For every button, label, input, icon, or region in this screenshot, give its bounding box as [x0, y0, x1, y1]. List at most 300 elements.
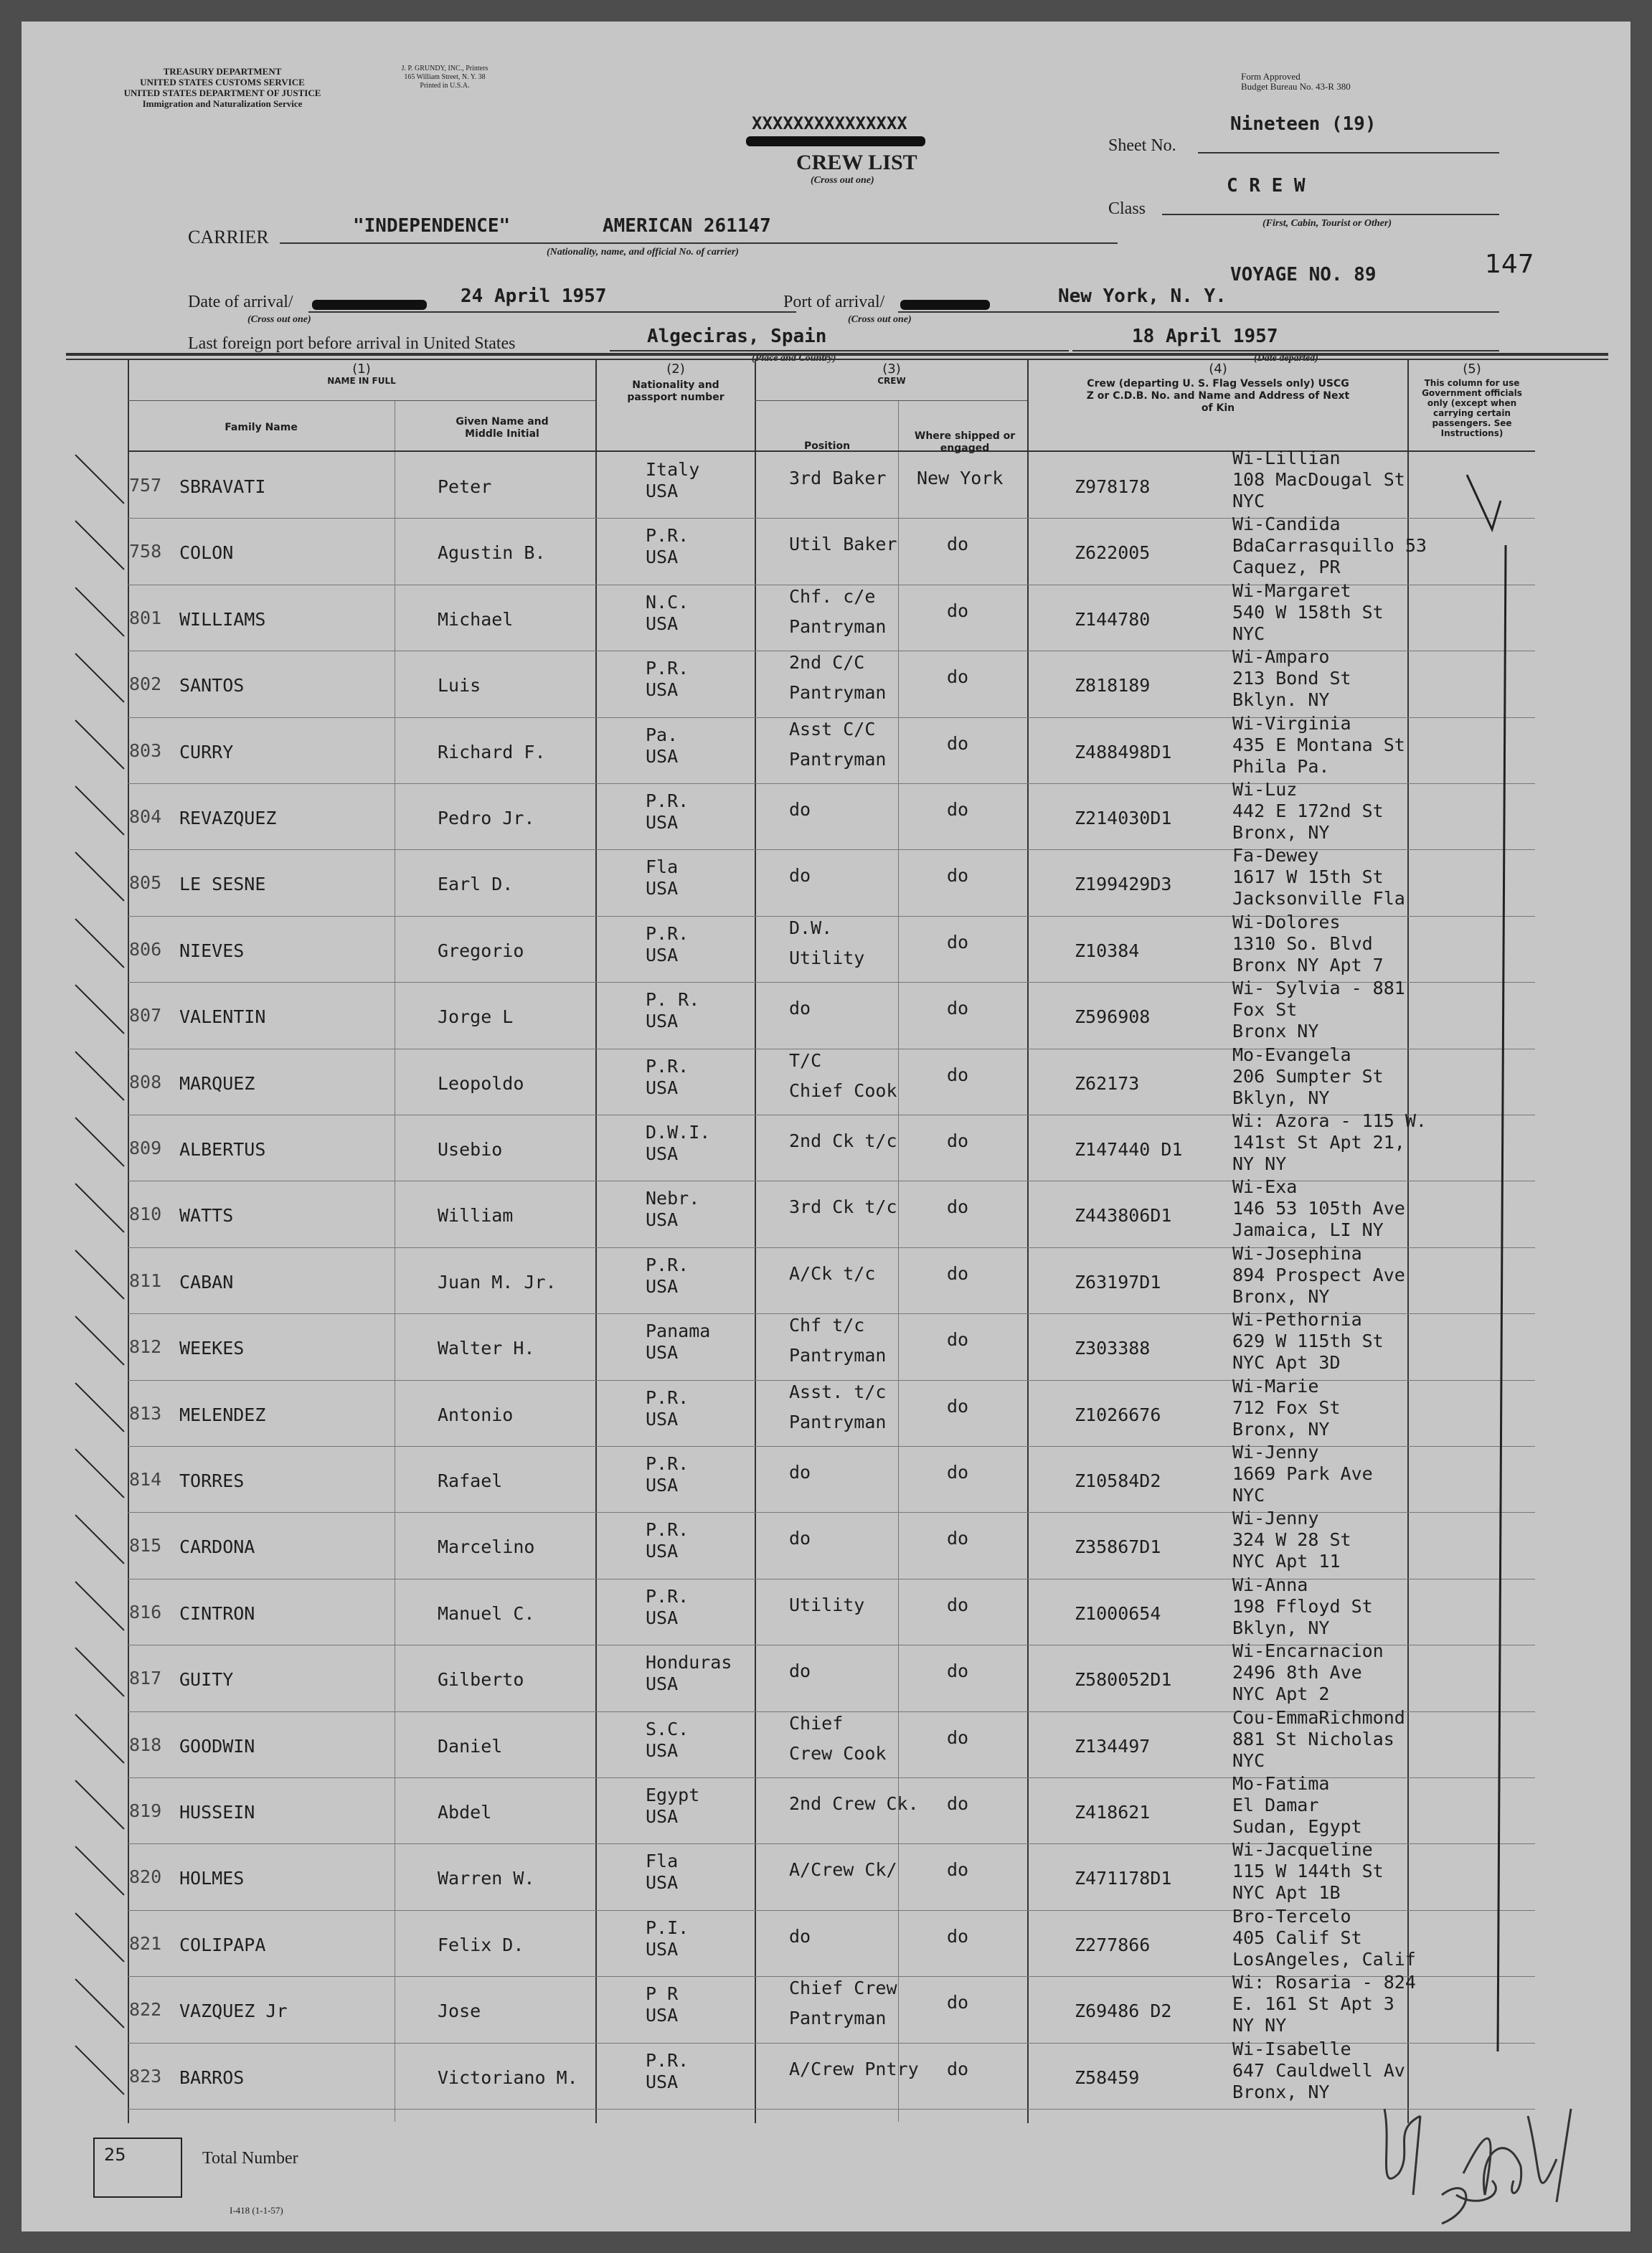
uscg-number: Z144780	[1075, 608, 1151, 630]
crew-list-document	[22, 22, 1630, 2231]
redaction-bar	[312, 300, 427, 310]
port-cross-note: (Cross out one)	[848, 314, 912, 325]
position: Pantryman	[789, 748, 887, 770]
next-of-kin: Wi-Marie	[1232, 1375, 1319, 1397]
crew-number: 821	[129, 1932, 162, 1954]
next-of-kin: 435 E Montana St	[1232, 734, 1405, 755]
next-of-kin: Bronx, NY	[1232, 2081, 1330, 2102]
uscg-number: Z1026676	[1075, 1404, 1161, 1425]
sheet-value: Nineteen (19)	[1230, 113, 1377, 135]
passport-country: USA	[646, 2071, 679, 2092]
family-name: GOODWIN	[179, 1735, 255, 1757]
crew-number: 802	[129, 674, 162, 695]
strike-mark	[75, 1051, 124, 1100]
position: Util Baker	[789, 534, 897, 555]
uscg-number: Z978178	[1075, 476, 1151, 497]
position: Crew Cook	[789, 1742, 887, 1764]
nationality: D.W.I.	[646, 1122, 711, 1143]
crew-number: 809	[129, 1138, 162, 1158]
next-of-kin: 442 E 172nd St	[1232, 800, 1384, 821]
next-of-kin: 213 Bond St	[1232, 668, 1351, 689]
next-of-kin: 1310 So. Blvd	[1232, 932, 1373, 954]
given-name: Michael	[438, 608, 514, 630]
next-of-kin: 405 Calif St	[1232, 1927, 1362, 1948]
next-of-kin: Sudan, Egypt	[1232, 1816, 1362, 1837]
uscg-number: Z58459	[1075, 2067, 1140, 2088]
carrier-line	[280, 242, 1118, 244]
where-engaged: do	[947, 600, 969, 621]
strike-mark	[75, 1382, 124, 1432]
uscg-number: Z134497	[1075, 1735, 1151, 1757]
col4-title: Crew (departing U. S. Flag Vessels only) USCG Z or C.D.B. No. and Name and Address of Next of Kin	[1086, 378, 1350, 414]
uscg-number: Z10384	[1075, 940, 1140, 961]
nationality: P.R.	[646, 1519, 689, 1541]
col-divider	[1027, 359, 1029, 2123]
uscg-number: Z303388	[1075, 1338, 1151, 1359]
next-of-kin: NY NY	[1232, 1153, 1287, 1174]
passport-country: USA	[646, 878, 679, 899]
where-engaged: do	[947, 1727, 969, 1748]
class-label: Class	[1108, 199, 1146, 218]
uscg-number: Z147440 D1	[1075, 1139, 1183, 1160]
header-sub-rule	[755, 400, 1027, 401]
given-name: Luis	[438, 675, 481, 696]
family-name: REVAZQUEZ	[179, 808, 277, 828]
given-name: Walter H.	[438, 1338, 535, 1359]
inspector-signature	[1370, 2087, 1628, 2231]
next-of-kin: 324 W 28 St	[1232, 1529, 1351, 1551]
departed-line	[1072, 350, 1499, 351]
given-name: Abdel	[438, 1802, 492, 1823]
family-name: TORRES	[179, 1470, 245, 1491]
next-of-kin: El Damar	[1232, 1795, 1319, 1815]
col2-heading	[597, 363, 755, 404]
nationality: P.R.	[646, 1585, 689, 1607]
strike-mark	[75, 1979, 124, 2028]
given-name: Marcelino	[438, 1536, 535, 1558]
crew-number: 803	[129, 740, 162, 761]
printer-line: J. P. GRUNDY, INC., Printers	[401, 65, 488, 72]
crew-number: 806	[129, 938, 162, 960]
nationality: P.R.	[646, 1254, 689, 1275]
next-of-kin: Jamaica, LI NY	[1232, 1219, 1384, 1241]
position: Chief Crew	[789, 1978, 897, 1999]
sheet-line	[1198, 152, 1499, 153]
uscg-number: Z443806D1	[1075, 1205, 1172, 1227]
next-of-kin: Bklyn. NY	[1232, 689, 1330, 711]
family-name-heading: Family Name	[225, 422, 298, 433]
page-number: 147	[1485, 250, 1534, 279]
dept-line: TREASURY DEPARTMENT	[163, 66, 282, 77]
strike-mark	[75, 1184, 124, 1233]
next-of-kin: 2496 8th Ave	[1232, 1662, 1362, 1683]
next-of-kin: Wi: Azora - 115 W.	[1232, 1110, 1427, 1131]
row-divider	[128, 1380, 1535, 1381]
strike-mark	[75, 985, 124, 1034]
given-name: Peter	[438, 476, 492, 497]
next-of-kin: Mo-Evangela	[1232, 1044, 1351, 1065]
nationality: P.R.	[646, 1387, 689, 1408]
col1-title: NAME IN FULL	[327, 376, 396, 386]
family-name: VALENTIN	[179, 1006, 266, 1028]
table-top-rule-2	[66, 359, 1608, 360]
position: Chief	[789, 1712, 844, 1734]
strike-mark	[75, 1648, 124, 1697]
position: do	[789, 865, 811, 887]
passport-country: USA	[646, 1475, 679, 1496]
crew-number: 815	[129, 1535, 162, 1557]
where-engaged-heading: Where shipped or engaged	[914, 430, 1016, 454]
passport-country: USA	[646, 1408, 679, 1430]
family-name: SBRAVATI	[179, 476, 266, 497]
nationality: Fla	[646, 1851, 679, 1872]
passport-country: USA	[646, 613, 679, 634]
crew-number: 812	[129, 1336, 162, 1358]
next-of-kin: NYC	[1232, 491, 1265, 511]
next-of-kin: Wi-Virginia	[1232, 712, 1351, 734]
printer-line: Printed in U.S.A.	[420, 82, 470, 90]
dept-line: UNITED STATES CUSTOMS SERVICE	[140, 77, 305, 88]
where-engaged: do	[947, 534, 969, 555]
nationality: Panama	[646, 1321, 711, 1342]
next-of-kin: NYC Apt 11	[1232, 1551, 1341, 1572]
class-note: (First, Cabin, Tourist or Other)	[1262, 218, 1392, 229]
family-name: LE SESNE	[179, 874, 266, 895]
strike-mark	[75, 1581, 124, 1630]
uscg-number: Z62173	[1075, 1072, 1140, 1094]
crew-number: 757	[129, 475, 162, 496]
strike-mark	[75, 852, 124, 902]
where-engaged: New York	[917, 468, 1004, 488]
next-of-kin: Wi-Margaret	[1232, 580, 1351, 601]
where-engaged: do	[947, 666, 969, 688]
official-check-mark	[1463, 466, 1521, 538]
given-name: Warren W.	[438, 1868, 535, 1889]
next-of-kin: Wi-Dolores	[1232, 911, 1341, 932]
next-of-kin: 146 53 105th Ave	[1232, 1198, 1405, 1219]
next-of-kin: 629 W 115th St	[1232, 1331, 1384, 1352]
row-divider	[128, 1446, 1535, 1447]
next-of-kin: LosAngeles, Calif	[1232, 1948, 1416, 1970]
position: do	[789, 1528, 811, 1549]
next-of-kin: Bronx NY Apt 7	[1232, 954, 1384, 976]
col2-title: Nationality and passport number	[627, 379, 724, 403]
uscg-number: Z214030D1	[1075, 808, 1172, 828]
position: Asst. t/c	[789, 1381, 887, 1402]
next-of-kin: 141st St Apt 21,	[1232, 1132, 1405, 1153]
given-name: Jose	[438, 2001, 481, 2022]
last-port-value: Algeciras, Spain	[647, 326, 827, 347]
family-name: MARQUEZ	[179, 1072, 255, 1094]
family-name: NIEVES	[179, 940, 245, 961]
nationality: P.I.	[646, 1917, 689, 1938]
total-number-label: Total Number	[202, 2149, 298, 2168]
carrier-label: CARRIER	[188, 227, 269, 247]
col3-number: (3)	[882, 362, 901, 377]
given-name: Gregorio	[438, 940, 524, 961]
col-divider	[1407, 359, 1409, 2123]
position: 3rd Baker	[789, 468, 887, 488]
col-divider	[595, 359, 597, 2123]
where-engaged: do	[947, 1262, 969, 1284]
passport-country: USA	[646, 2005, 679, 2026]
next-of-kin: 115 W 144th St	[1232, 1861, 1384, 1882]
crew-number: 819	[129, 1800, 162, 1821]
col3-title: CREW	[877, 376, 906, 386]
strike-mark	[75, 918, 124, 968]
crew-number: 818	[129, 1734, 162, 1755]
position-heading: Position	[803, 440, 851, 452]
voyage-number: VOYAGE NO. 89	[1230, 264, 1377, 285]
uscg-number: Z1000654	[1075, 1602, 1161, 1624]
family-name: GUITY	[179, 1669, 234, 1691]
given-name: William	[438, 1205, 514, 1227]
crew-number: 805	[129, 872, 162, 894]
next-of-kin: Bklyn, NY	[1232, 1087, 1330, 1108]
crew-number: 808	[129, 1071, 162, 1092]
uscg-number: Z199429D3	[1075, 874, 1172, 895]
date-label: Date of arrival/	[188, 293, 293, 311]
last-port-line	[610, 350, 1069, 351]
strike-mark	[75, 521, 124, 570]
crew-number: 801	[129, 607, 162, 628]
nationality: Egypt	[646, 1785, 700, 1805]
family-name: WATTS	[179, 1205, 234, 1227]
next-of-kin: Bronx, NY	[1232, 822, 1330, 843]
nationality: P R	[646, 1983, 679, 2005]
nationality: Honduras	[646, 1652, 732, 1673]
strike-mark	[75, 653, 124, 703]
next-of-kin: Wi-Josephina	[1232, 1242, 1362, 1264]
title-note: (Cross out one)	[811, 175, 874, 186]
document-title: CREW LIST	[796, 151, 917, 174]
given-name: Daniel	[438, 1735, 503, 1757]
where-engaged: do	[947, 1130, 969, 1151]
where-engaged: do	[947, 998, 969, 1019]
where-engaged: do	[947, 1462, 969, 1483]
position: Asst C/C	[789, 718, 876, 740]
where-engaged: do	[947, 1793, 969, 1814]
position: do	[789, 1661, 811, 1682]
date-value: 24 April 1957	[461, 285, 607, 307]
nationality: Pa.	[646, 724, 679, 745]
where-engaged: do	[947, 732, 969, 754]
crew-number: 804	[129, 806, 162, 827]
next-of-kin: 894 Prospect Ave	[1232, 1264, 1405, 1285]
position: 3rd Ck t/c	[789, 1196, 897, 1218]
where-engaged: do	[947, 1859, 969, 1881]
given-name-heading: Given Name and Middle Initial	[456, 416, 549, 440]
next-of-kin: Bronx NY	[1232, 1021, 1319, 1042]
position: Pantryman	[789, 1345, 887, 1366]
position: D.W.	[789, 917, 833, 938]
redaction-bar	[746, 136, 925, 146]
printer-line: 165 William Street, N. Y. 38	[404, 73, 486, 81]
passport-country: USA	[646, 1011, 679, 1032]
header-sub-rule	[128, 400, 595, 401]
next-of-kin: 647 Cauldwell Av	[1232, 2059, 1405, 2081]
row-divider	[128, 2109, 1535, 2110]
class-line	[1162, 214, 1499, 215]
passport-country: USA	[646, 1607, 679, 1628]
family-name: VAZQUEZ Jr	[179, 2001, 288, 2022]
carrier-note: (Nationality, name, and official No. of carrier)	[547, 247, 739, 258]
passport-country: USA	[646, 1673, 679, 1695]
col5-number: (5)	[1463, 362, 1481, 377]
family-name: CURRY	[179, 741, 234, 762]
next-of-kin: 198 Ffloyd St	[1232, 1595, 1373, 1617]
row-divider	[128, 1512, 1535, 1513]
passport-country: USA	[646, 679, 679, 701]
uscg-number: Z488498D1	[1075, 741, 1172, 762]
next-of-kin: Mo-Fatima	[1232, 1773, 1330, 1794]
col4-heading	[1029, 363, 1407, 415]
passport-country: USA	[646, 745, 679, 767]
next-of-kin: 1617 W 15th St	[1232, 866, 1384, 888]
uscg-number: Z35867D1	[1075, 1536, 1161, 1558]
next-of-kin: NYC Apt 3D	[1232, 1352, 1341, 1374]
next-of-kin: E. 161 St Apt 3	[1232, 1993, 1394, 2015]
position: A/Crew Ck/	[789, 1859, 897, 1881]
next-of-kin: NYC Apt 1B	[1232, 1882, 1341, 1904]
passport-country: USA	[646, 1275, 679, 1297]
passport-country: USA	[646, 1806, 679, 1827]
crew-number: 810	[129, 1204, 162, 1225]
strike-mark	[75, 1316, 124, 1366]
uscg-number: Z580052D1	[1075, 1669, 1172, 1691]
position: do	[789, 998, 811, 1019]
form-code: I-418 (1-1-57)	[230, 2205, 283, 2216]
next-of-kin: 206 Sumpter St	[1232, 1065, 1384, 1087]
total-number-value: 25	[104, 2145, 126, 2165]
position: A/Crew Pntry	[789, 2058, 919, 2079]
next-of-kin: Caquez, PR	[1232, 557, 1341, 578]
passport-country: USA	[646, 1938, 679, 1960]
next-of-kin: Fa-Dewey	[1232, 845, 1319, 866]
next-of-kin: Wi-Jenny	[1232, 1442, 1319, 1463]
next-of-kin: Wi-Lillian	[1232, 448, 1341, 468]
strike-mark	[75, 1714, 124, 1763]
passport-country: USA	[646, 481, 679, 501]
position: 2nd C/C	[789, 652, 865, 674]
next-of-kin: Wi-Anna	[1232, 1574, 1308, 1595]
family-name: WEEKES	[179, 1338, 245, 1359]
passport-country: USA	[646, 1143, 679, 1164]
passport-country: USA	[646, 1739, 679, 1761]
col-divider	[898, 400, 899, 2122]
uscg-number: Z471178D1	[1075, 1868, 1172, 1889]
crew-number: 823	[129, 2065, 162, 2087]
given-name: Usebio	[438, 1139, 503, 1160]
col2-number: (2)	[666, 362, 685, 377]
col5-heading	[1409, 363, 1535, 438]
nationality: Fla	[646, 856, 679, 878]
where-engaged: do	[947, 1661, 969, 1682]
next-of-kin: BdaCarrasquillo 53	[1232, 535, 1427, 557]
port-line	[898, 311, 1499, 313]
uscg-number: Z277866	[1075, 1934, 1151, 1955]
next-of-kin: Wi-Exa	[1232, 1176, 1298, 1198]
position: Pantryman	[789, 1411, 887, 1432]
family-name: WILLIAMS	[179, 608, 266, 630]
strike-mark	[75, 1250, 124, 1299]
uscg-number: Z818189	[1075, 675, 1151, 696]
position: Chf t/c	[789, 1315, 865, 1336]
carrier-nationality: AMERICAN 261147	[603, 215, 771, 237]
row-divider	[128, 783, 1535, 784]
nationality: P.R.	[646, 525, 689, 547]
given-name: Antonio	[438, 1404, 514, 1425]
given-name: Victoriano M.	[438, 2067, 578, 2088]
family-name: HUSSEIN	[179, 1802, 255, 1823]
position: 2nd Crew Ck.	[789, 1793, 919, 1814]
next-of-kin: Wi-Pethornia	[1232, 1309, 1362, 1331]
position: Pantryman	[789, 2008, 887, 2029]
position: Pantryman	[789, 615, 887, 637]
next-of-kin: NY NY	[1232, 2015, 1287, 2036]
where-engaged: do	[947, 1992, 969, 2013]
date-line	[308, 311, 796, 313]
strike-mark	[75, 719, 124, 769]
where-engaged: do	[947, 1528, 969, 1549]
where-engaged: do	[947, 931, 969, 953]
family-name: HOLMES	[179, 1868, 245, 1889]
dept-line: Immigration and Naturalization Service	[142, 98, 303, 109]
crew-number: 813	[129, 1402, 162, 1424]
position: Utility	[789, 947, 865, 968]
family-name: CARDONA	[179, 1536, 255, 1558]
strike-mark	[75, 1515, 124, 1564]
passport-country: USA	[646, 1077, 679, 1098]
uscg-number: Z63197D1	[1075, 1271, 1161, 1293]
where-engaged: do	[947, 1329, 969, 1351]
crew-number: 816	[129, 1601, 162, 1623]
family-name: CINTRON	[179, 1602, 255, 1624]
uscg-number: Z622005	[1075, 542, 1151, 564]
strike-mark	[75, 1912, 124, 1962]
given-name: Rafael	[438, 1470, 503, 1491]
family-name: COLIPAPA	[179, 1934, 266, 1955]
next-of-kin: Phila Pa.	[1232, 755, 1330, 777]
strike-mark	[75, 785, 124, 835]
table-top-rule	[66, 353, 1608, 356]
nationality: P.R.	[646, 658, 689, 679]
position: Chief Cook	[789, 1080, 897, 1101]
next-of-kin: Wi-Jenny	[1232, 1508, 1319, 1529]
col3-heading	[756, 363, 1027, 387]
next-of-kin: Wi-Amparo	[1232, 646, 1330, 668]
uscg-number: Z418621	[1075, 1802, 1151, 1823]
uscg-number: Z596908	[1075, 1006, 1151, 1028]
crew-number: 811	[129, 1270, 162, 1291]
row-divider	[128, 849, 1535, 850]
nationality: S.C.	[646, 1718, 689, 1739]
strike-mark	[75, 454, 124, 504]
next-of-kin: 1669 Park Ave	[1232, 1463, 1373, 1484]
form-approved-line: Budget Bureau No. 43-R 380	[1241, 81, 1351, 92]
crew-number: 814	[129, 1469, 162, 1490]
dept-line: UNITED STATES DEPARTMENT OF JUSTICE	[123, 88, 321, 98]
col1-heading	[128, 363, 595, 387]
col4-number: (4)	[1209, 362, 1227, 377]
date-cross-note: (Cross out one)	[247, 314, 311, 325]
where-engaged: do	[947, 1925, 969, 1947]
position: Chf. c/e	[789, 585, 876, 607]
family-name: SANTOS	[179, 675, 245, 696]
given-name: Richard F.	[438, 741, 546, 762]
col-divider	[755, 359, 756, 2123]
next-of-kin: Jacksonville Fla	[1232, 888, 1405, 910]
